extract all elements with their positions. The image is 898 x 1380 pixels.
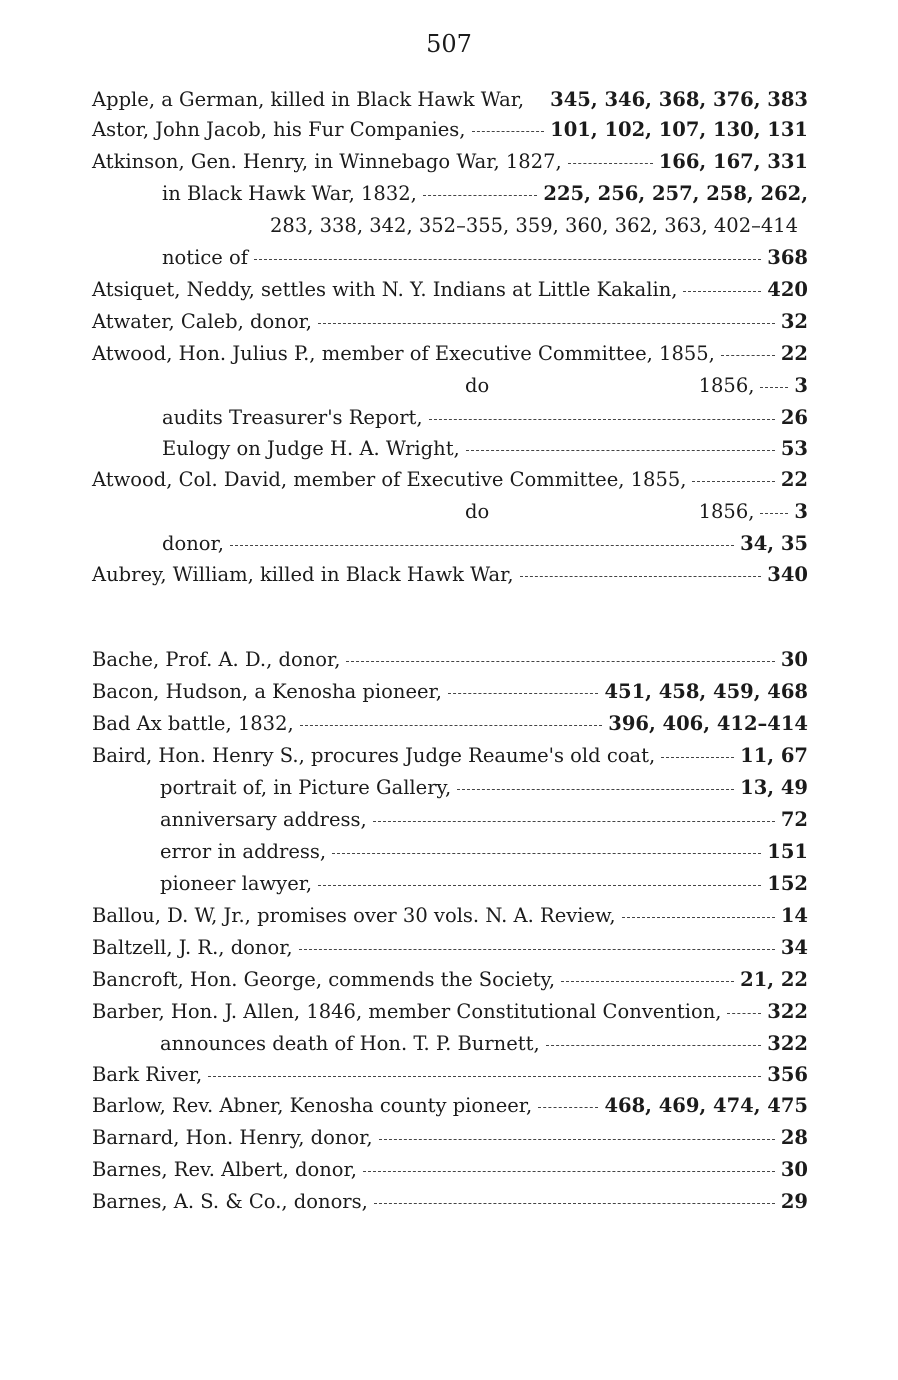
entry-text: anniversary address, bbox=[160, 808, 367, 831]
index-entry bbox=[92, 1063, 808, 1093]
entry-pages: 152 bbox=[767, 872, 808, 895]
dot-leader bbox=[423, 195, 538, 196]
entry-pages: 72 bbox=[780, 808, 808, 831]
entry-pages: 22 bbox=[780, 342, 808, 365]
index-entry bbox=[162, 532, 808, 562]
entry-pages: 13, 49 bbox=[740, 776, 808, 799]
entry-text: Bad Ax battle, 1832, bbox=[92, 712, 294, 735]
index-entry bbox=[162, 246, 808, 276]
entry-pages: 32 bbox=[780, 310, 808, 333]
entry-pages: 29 bbox=[780, 1190, 808, 1213]
entry-text: Atwood, Col. David, member of Executive Committee, 1855, bbox=[92, 468, 687, 491]
dot-leader bbox=[457, 789, 734, 790]
index-entry bbox=[270, 214, 808, 244]
dot-leader bbox=[727, 1013, 761, 1014]
entry-pages: 396, 406, 412–414 bbox=[608, 712, 808, 735]
entry-text: Bache, Prof. A. D., donor, bbox=[92, 648, 341, 671]
entry-pages: 34 bbox=[780, 936, 808, 959]
dot-leader bbox=[472, 131, 545, 132]
entry-text: Bacon, Hudson, a Kenosha pioneer, bbox=[92, 680, 442, 703]
index-entry bbox=[92, 1126, 808, 1156]
entry-pages: 34, 35 bbox=[740, 532, 808, 555]
dot-leader bbox=[622, 917, 775, 918]
entry-text: do bbox=[465, 500, 490, 523]
index-entry bbox=[92, 342, 808, 372]
entry-text: announces death of Hon. T. P. Burnett, bbox=[160, 1032, 540, 1055]
dot-leader bbox=[300, 725, 603, 726]
dot-leader bbox=[520, 576, 762, 577]
dot-leader bbox=[208, 1076, 761, 1077]
dot-leader bbox=[254, 259, 761, 260]
entry-pages: 468, 469, 474, 475 bbox=[604, 1094, 808, 1117]
entry-pages: 30 bbox=[780, 1158, 808, 1181]
entry-pages: 151 bbox=[767, 840, 808, 863]
entry-pages: 345, 346, 368, 376, 383 bbox=[550, 88, 808, 111]
entry-pages: 26 bbox=[780, 406, 808, 429]
index-entry bbox=[92, 278, 808, 308]
entry-pages: 22 bbox=[780, 468, 808, 491]
entry-text: Astor, John Jacob, his Fur Companies, bbox=[92, 118, 466, 141]
entry-text: Atkinson, Gen. Henry, in Winnebago War, 1827, bbox=[92, 150, 562, 173]
index-entry bbox=[92, 1094, 808, 1124]
dot-leader bbox=[568, 163, 653, 164]
entry-text: Barnes, A. S. & Co., donors, bbox=[92, 1190, 368, 1213]
index-entry bbox=[160, 808, 808, 838]
dot-leader bbox=[683, 291, 761, 292]
entry-pages: 322 bbox=[767, 1032, 808, 1055]
entry-text: Atwater, Caleb, donor, bbox=[92, 310, 312, 333]
dot-leader bbox=[373, 821, 775, 822]
dot-leader bbox=[760, 387, 788, 388]
entry-text: pioneer lawyer, bbox=[160, 872, 313, 895]
dot-leader bbox=[466, 450, 775, 451]
entry-text: Bancroft, Hon. George, commends the Society, bbox=[92, 968, 556, 991]
dot-leader bbox=[760, 513, 788, 514]
dot-leader bbox=[538, 1107, 598, 1108]
page-number: 507 bbox=[426, 30, 472, 58]
entry-text: Eulogy on Judge H. A. Wright, bbox=[162, 437, 460, 460]
entry-text: portrait of, in Picture Gallery, bbox=[160, 776, 452, 799]
entry-pages: 30 bbox=[780, 648, 808, 671]
dot-leader bbox=[661, 757, 734, 758]
entry-pages: 3 bbox=[794, 374, 808, 397]
index-entry bbox=[92, 468, 808, 498]
entry-text: error in address, bbox=[160, 840, 327, 863]
index-entry bbox=[92, 1158, 808, 1188]
index-entry bbox=[92, 563, 808, 593]
entry-text: Bark River, bbox=[92, 1063, 203, 1086]
dot-leader bbox=[230, 545, 734, 546]
index-entry bbox=[92, 744, 808, 774]
entry-text: notice of bbox=[162, 246, 248, 269]
index-entry bbox=[162, 437, 808, 467]
entry-pages: 11, 67 bbox=[740, 744, 808, 767]
entry-pages: 21, 22 bbox=[740, 968, 808, 991]
index-entry bbox=[92, 118, 808, 148]
dot-leader bbox=[346, 661, 774, 662]
entry-text: donor, bbox=[162, 532, 224, 555]
dot-leader bbox=[379, 1139, 775, 1140]
index-entry bbox=[160, 776, 808, 806]
dot-leader bbox=[561, 981, 734, 982]
entry-text: in Black Hawk War, 1832, bbox=[162, 182, 417, 205]
entry-pages: 420 bbox=[767, 278, 808, 301]
entry-text: Barber, Hon. J. Allen, 1846, member Constitutional Convention, bbox=[92, 1000, 722, 1023]
entry-text: Barnard, Hon. Henry, donor, bbox=[92, 1126, 373, 1149]
entry-year: 1856, bbox=[698, 500, 755, 523]
entry-text: do bbox=[465, 374, 490, 397]
entry-text: Ballou, D. W, Jr., promises over 30 vols. N. A. Review, bbox=[92, 904, 616, 927]
entry-text: Apple, a German, killed in Black Hawk War, bbox=[92, 88, 525, 111]
entry-text: Atwood, Hon. Julius P., member of Executive Committee, 1855, bbox=[92, 342, 715, 365]
dot-leader bbox=[363, 1171, 775, 1172]
index-entry bbox=[92, 680, 808, 710]
entry-text: Baltzell, J. R., donor, bbox=[92, 936, 293, 959]
dot-leader bbox=[692, 481, 774, 482]
dot-leader bbox=[318, 323, 775, 324]
entry-pages: 166, 167, 331 bbox=[658, 150, 808, 173]
index-entry bbox=[92, 1190, 808, 1220]
entry-text: 283, 338, 342, 352–355, 359, 360, 362, 363, 402–414 bbox=[270, 214, 799, 237]
entry-text: Barlow, Rev. Abner, Kenosha county pioneer, bbox=[92, 1094, 533, 1117]
index-entry bbox=[92, 712, 808, 742]
entry-pages: 368 bbox=[767, 246, 808, 269]
entry-pages: 53 bbox=[780, 437, 808, 460]
index-entry bbox=[92, 904, 808, 934]
entry-pages: 356 bbox=[767, 1063, 808, 1086]
index-entry bbox=[162, 182, 808, 212]
entry-pages: 340 bbox=[767, 563, 808, 586]
entry-pages: 322 bbox=[767, 1000, 808, 1023]
entry-text: audits Treasurer's Report, bbox=[162, 406, 423, 429]
entry-pages: 451, 458, 459, 468 bbox=[604, 680, 808, 703]
entry-pages: 28 bbox=[780, 1126, 808, 1149]
entry-text: Aubrey, William, killed in Black Hawk War, bbox=[92, 563, 514, 586]
entry-text: Atsiquet, Neddy, settles with N. Y. Indians at Little Kakalin, bbox=[92, 278, 678, 301]
dot-leader bbox=[721, 355, 775, 356]
dot-leader bbox=[429, 419, 775, 420]
index-entry bbox=[92, 310, 808, 340]
dot-leader bbox=[332, 853, 761, 854]
entry-pages: 225, 256, 257, 258, 262, bbox=[543, 182, 808, 205]
dot-leader bbox=[299, 949, 775, 950]
dot-leader bbox=[318, 885, 761, 886]
index-entry bbox=[92, 968, 808, 998]
index-entry bbox=[92, 936, 808, 966]
entry-text: Baird, Hon. Henry S., procures Judge Reaume's old coat, bbox=[92, 744, 656, 767]
dot-leader bbox=[546, 1045, 762, 1046]
entry-pages: 101, 102, 107, 130, 131 bbox=[550, 118, 808, 141]
index-entry bbox=[92, 1000, 808, 1030]
index-entry bbox=[92, 150, 808, 180]
index-entry bbox=[162, 406, 808, 436]
entry-year: 1856, bbox=[698, 374, 755, 397]
entry-text: Barnes, Rev. Albert, donor, bbox=[92, 1158, 357, 1181]
index-entry bbox=[160, 840, 808, 870]
index-entry bbox=[465, 374, 808, 404]
dot-leader bbox=[448, 693, 599, 694]
index-entry bbox=[160, 872, 808, 902]
index-entry bbox=[92, 88, 808, 118]
index-entry bbox=[92, 648, 808, 678]
dot-leader bbox=[374, 1203, 775, 1204]
entry-pages: 14 bbox=[780, 904, 808, 927]
index-entry bbox=[160, 1032, 808, 1062]
index-entry bbox=[465, 500, 808, 530]
entry-pages: 3 bbox=[794, 500, 808, 523]
